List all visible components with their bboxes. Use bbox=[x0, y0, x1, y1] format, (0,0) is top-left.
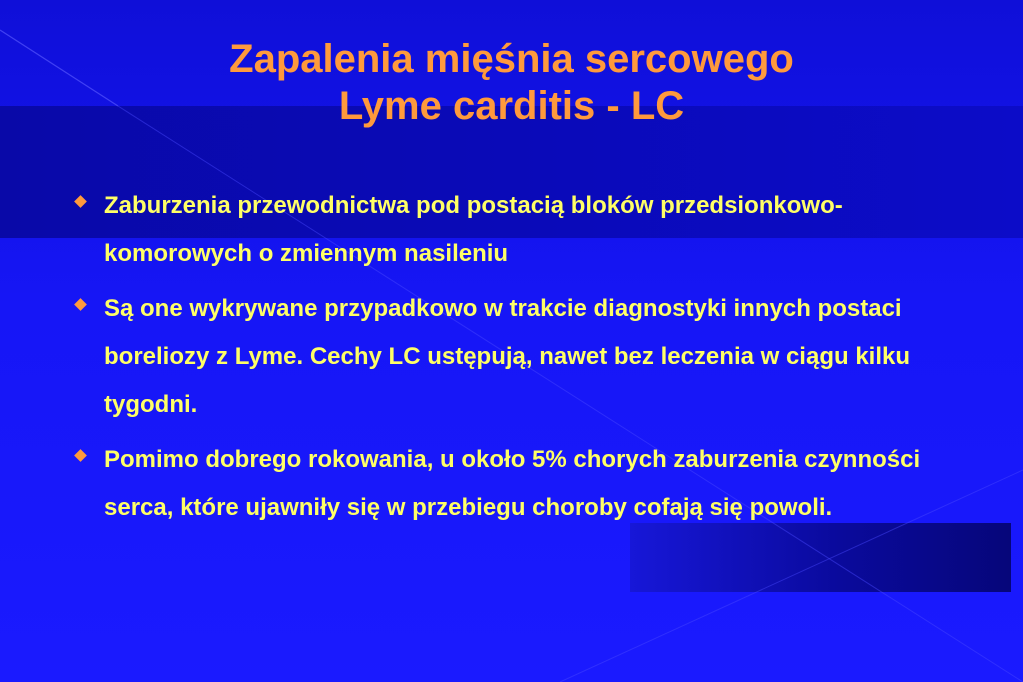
bullet-item bbox=[70, 436, 975, 532]
title-line-2: Lyme carditis - LC bbox=[338, 84, 685, 128]
slide-title bbox=[0, 36, 1023, 130]
diamond-bullet-icon bbox=[74, 195, 87, 208]
bullet-text: Są one wykrywane przypadkowo w trakcie diagnostyki innych postaci boreliozy z Lyme. Cechy LC ustępują, nawet bez leczenia w ciągu kilku tygodni. bbox=[104, 295, 911, 418]
bullet-item bbox=[70, 285, 975, 429]
diamond-bullet-icon bbox=[74, 449, 87, 462]
title-line-1: Zapalenia mięśnia sercowego bbox=[229, 37, 794, 81]
bullet-text: Pomimo dobrego rokowania, u około 5% chorych zaburzenia czynności serca, które ujawniły się w przebiegu choroby cofają się powoli. bbox=[104, 446, 921, 521]
diamond-bullet-icon bbox=[74, 298, 87, 311]
bullet-item bbox=[70, 182, 975, 278]
bullet-text: Zaburzenia przewodnictwa pod postacią bloków przedsionkowo-komorowych o zmiennym nasileniu bbox=[104, 192, 843, 267]
bullet-list bbox=[70, 182, 975, 539]
